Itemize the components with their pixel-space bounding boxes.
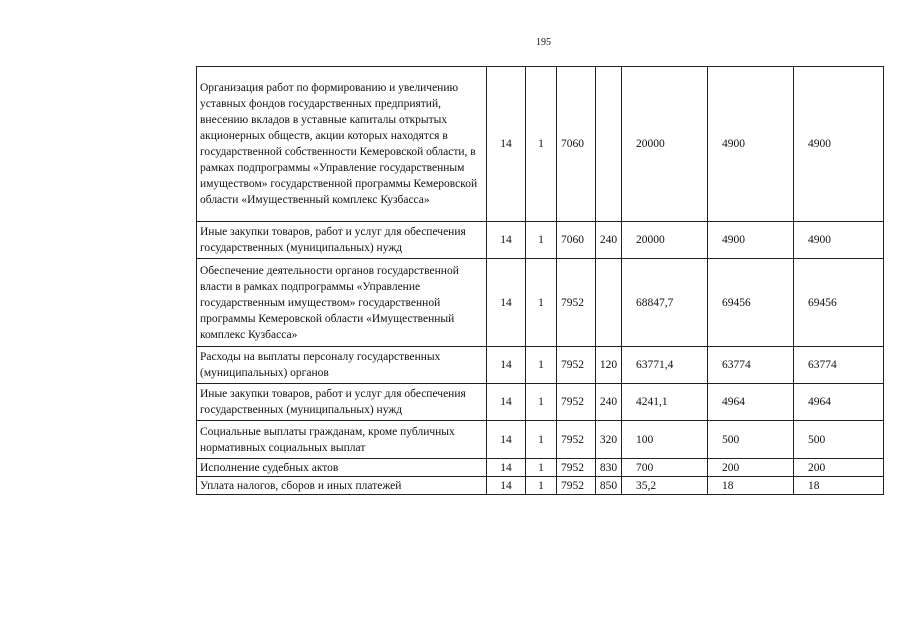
- expense-type-code: 830: [596, 459, 622, 477]
- amount-year-1: 100: [622, 421, 708, 459]
- section-code: 14: [487, 421, 526, 459]
- section-code: 14: [487, 347, 526, 384]
- target-code: 7060: [557, 67, 596, 222]
- subsection-code: 1: [526, 259, 557, 347]
- subsection-code: 1: [526, 477, 557, 495]
- table-row: [197, 384, 884, 421]
- amount-year-3: 4900: [794, 67, 884, 222]
- item-name: Организация работ по формированию и увеличению уставных фондов государственных предприятий, внесению вкладов в уставные капиталы открытых акционерных обществ, акции которых находятся в государственной собственности Кемеровской области, в рамках подпрограммы «Управление государственным имуществом» государственной программы Кемеровской области «Имущественный комплекс Кузбасса»: [197, 67, 487, 222]
- amount-year-2: 4900: [708, 67, 794, 222]
- expense-type-code: 240: [596, 222, 622, 259]
- amount-year-3: 69456: [794, 259, 884, 347]
- section-code: 14: [487, 259, 526, 347]
- amount-year-1: 63771,4: [622, 347, 708, 384]
- amount-year-2: 500: [708, 421, 794, 459]
- section-code: 14: [487, 67, 526, 222]
- amount-year-3: 4900: [794, 222, 884, 259]
- amount-year-1: 20000: [622, 67, 708, 222]
- expense-type-code: 120: [596, 347, 622, 384]
- amount-year-3: 4964: [794, 384, 884, 421]
- subsection-code: 1: [526, 421, 557, 459]
- amount-year-3: 63774: [794, 347, 884, 384]
- amount-year-1: 4241,1: [622, 384, 708, 421]
- item-name: Уплата налогов, сборов и иных платежей: [197, 477, 487, 495]
- target-code: 7952: [557, 421, 596, 459]
- table-row: [197, 459, 884, 477]
- amount-year-1: 68847,7: [622, 259, 708, 347]
- target-code: 7952: [557, 459, 596, 477]
- target-code: 7060: [557, 222, 596, 259]
- section-code: 14: [487, 459, 526, 477]
- target-code: 7952: [557, 477, 596, 495]
- item-name: Иные закупки товаров, работ и услуг для обеспечения государственных (муниципальных) нужд: [197, 384, 487, 421]
- expense-type-code: [596, 259, 622, 347]
- subsection-code: 1: [526, 459, 557, 477]
- amount-year-2: 4900: [708, 222, 794, 259]
- subsection-code: 1: [526, 222, 557, 259]
- section-code: 14: [487, 477, 526, 495]
- target-code: 7952: [557, 259, 596, 347]
- table-row: [197, 222, 884, 259]
- table-row: [197, 477, 884, 495]
- section-code: 14: [487, 222, 526, 259]
- target-code: 7952: [557, 384, 596, 421]
- page-number: 195: [536, 37, 551, 48]
- item-name: Исполнение судебных актов: [197, 459, 487, 477]
- table-row: [197, 67, 884, 222]
- expense-type-code: 240: [596, 384, 622, 421]
- amount-year-2: 200: [708, 459, 794, 477]
- item-name: Социальные выплаты гражданам, кроме публичных нормативных социальных выплат: [197, 421, 487, 459]
- amount-year-2: 69456: [708, 259, 794, 347]
- expense-type-code: [596, 67, 622, 222]
- table-row: [197, 421, 884, 459]
- amount-year-1: 700: [622, 459, 708, 477]
- table-row: [197, 347, 884, 384]
- amount-year-2: 18: [708, 477, 794, 495]
- table-row: [197, 259, 884, 347]
- target-code: 7952: [557, 347, 596, 384]
- expense-type-code: 320: [596, 421, 622, 459]
- subsection-code: 1: [526, 67, 557, 222]
- amount-year-2: 4964: [708, 384, 794, 421]
- subsection-code: 1: [526, 384, 557, 421]
- expense-type-code: 850: [596, 477, 622, 495]
- amount-year-2: 63774: [708, 347, 794, 384]
- amount-year-3: 200: [794, 459, 884, 477]
- amount-year-1: 35,2: [622, 477, 708, 495]
- item-name: Обеспечение деятельности органов государственной власти в рамках подпрограммы «Управление государственным имуществом» государственной программы Кемеровской области «Имущественный комплекс Кузбасса»: [197, 259, 487, 347]
- amount-year-1: 20000: [622, 222, 708, 259]
- amount-year-3: 500: [794, 421, 884, 459]
- subsection-code: 1: [526, 347, 557, 384]
- item-name: Иные закупки товаров, работ и услуг для обеспечения государственных (муниципальных) нужд: [197, 222, 487, 259]
- budget-table: [196, 66, 884, 495]
- section-code: 14: [487, 384, 526, 421]
- amount-year-3: 18: [794, 477, 884, 495]
- item-name: Расходы на выплаты персоналу государственных (муниципальных) органов: [197, 347, 487, 384]
